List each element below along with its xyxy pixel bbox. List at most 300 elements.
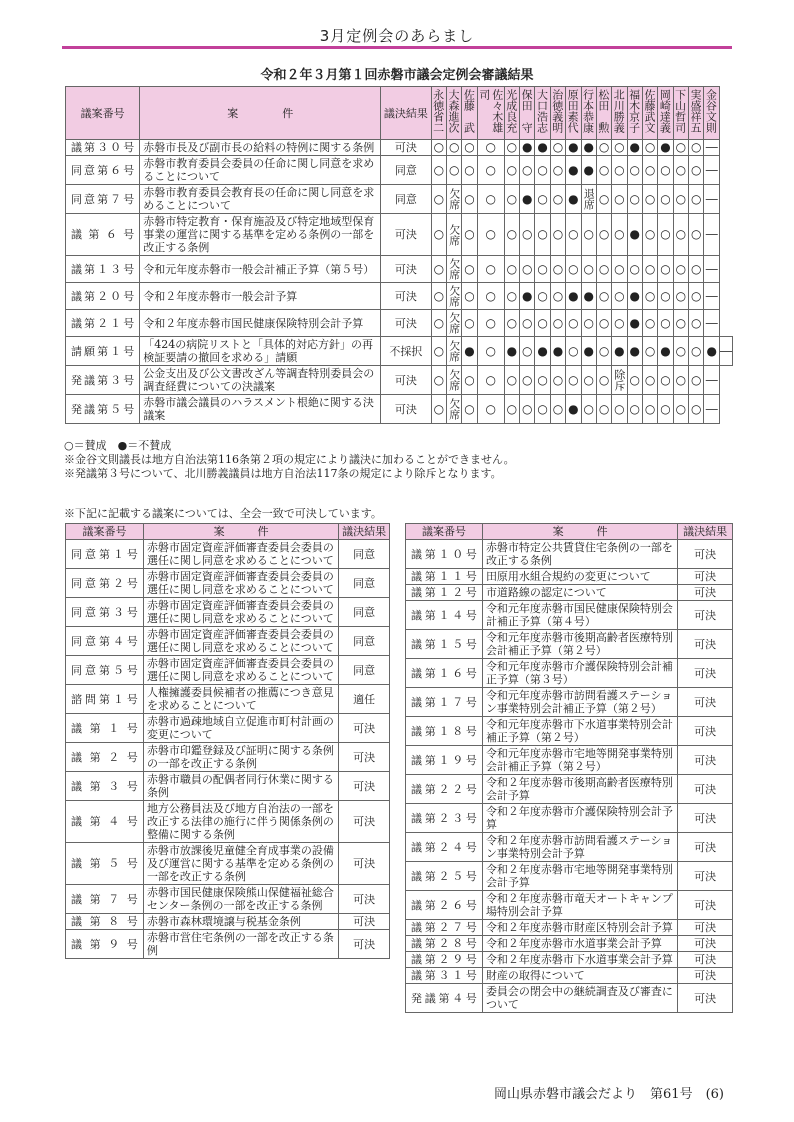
bill-number: 同意第４号	[66, 627, 144, 656]
bill-result: 不採択	[381, 337, 431, 366]
member-header	[566, 87, 581, 140]
vote-mark: ○	[612, 214, 627, 256]
bill-result: 可決	[339, 930, 390, 959]
vote-mark: ○	[673, 214, 688, 256]
vote-mark: ○	[504, 214, 519, 256]
bill-number: 同意第７号	[66, 185, 140, 214]
bill-result: 可決	[339, 914, 390, 930]
vote-mark: ○	[642, 395, 657, 424]
vote-mark: ○	[642, 140, 657, 156]
bill-result: 同意	[339, 598, 390, 627]
bill-title: 赤磐市森林環境譲与税基金条例	[143, 914, 338, 930]
table-row	[406, 659, 733, 688]
bill-title: 令和２年度赤磐市国民健康保険特別会計予算	[140, 310, 381, 337]
bill-number: 議第２１号	[66, 310, 140, 337]
vote-mark: ●	[566, 185, 581, 214]
member-name: 大森進次	[447, 89, 460, 133]
bill-title: 令和２年度赤磐市宅地等開発事業特別会計予算	[482, 862, 677, 891]
bill-number: 同意第３号	[66, 598, 144, 627]
bill-title: 赤磐市固定資産評価審査委員会委員の選任に関し同意を求めることについて	[143, 656, 338, 685]
vote-mark: ○	[431, 310, 446, 337]
bill-title: 赤磐市議会議員のハラスメント根絶に関する決議案	[140, 395, 381, 424]
vote-mark: ○	[581, 214, 596, 256]
member-name: 岡崎達義	[658, 89, 672, 133]
vote-mark: ●	[550, 337, 565, 366]
bill-title: 赤磐市教育委員会委員の任命に関し同意を求めることについて	[140, 156, 381, 185]
vote-mark: ―	[704, 366, 720, 395]
vote-mark: ○	[612, 310, 627, 337]
vote-mark: ○	[627, 256, 642, 283]
vote-mark: ●	[504, 337, 519, 366]
table-row	[406, 569, 733, 585]
bill-title: 令和元年度赤磐市後期高齢者医療特別会計補正予算（第２号）	[482, 630, 677, 659]
vote-mark: ○	[431, 256, 446, 283]
member-name: 実盛祥五	[689, 89, 703, 133]
vote-mark: ○	[642, 337, 657, 366]
bill-number: 議第３号	[66, 772, 144, 801]
bill-result: 可決	[678, 833, 733, 862]
member-header	[520, 87, 535, 140]
vote-mark: ○	[658, 156, 673, 185]
vote-mark: ●	[566, 395, 581, 424]
vote-mark: ●	[462, 337, 477, 366]
vote-mark: ○	[642, 310, 657, 337]
vote-mark: ○	[627, 366, 642, 395]
table-row	[406, 952, 733, 968]
vote-mark: ○	[673, 156, 688, 185]
header-number: 議案番号	[66, 524, 144, 540]
member-name: 保田 守	[520, 89, 534, 133]
bill-number: 発議第３号	[66, 366, 140, 395]
vote-mark: ●	[520, 185, 535, 214]
bill-result: 可決	[678, 920, 733, 936]
member-header	[627, 87, 642, 140]
bill-number: 諮問第１号	[66, 685, 144, 714]
member-header	[612, 87, 627, 140]
vote-mark: ○	[673, 283, 688, 310]
vote-mark: ○	[658, 310, 673, 337]
table-row	[66, 772, 390, 801]
vote-mark: ○	[642, 256, 657, 283]
vote-mark: ○	[431, 140, 446, 156]
member-name: 佐藤 武	[462, 89, 476, 133]
bill-number: 議第４号	[66, 801, 144, 843]
vote-mark: ○	[447, 140, 462, 156]
vote-mark: ―	[705, 140, 718, 154]
bill-number: 議第２６号	[406, 891, 483, 920]
vote-mark: 退席	[581, 185, 596, 214]
table-row	[66, 685, 390, 714]
vote-mark: ○	[431, 214, 446, 256]
vote-mark: ○	[658, 366, 673, 395]
vote-mark: ―	[704, 156, 720, 185]
bill-number: 発議第４号	[406, 984, 483, 1013]
bill-result: 可決	[678, 804, 733, 833]
vote-mark: ●	[520, 283, 535, 310]
bill-result: 可決	[381, 214, 431, 256]
vote-mark: ○	[566, 337, 581, 366]
vote-mark: ○	[462, 283, 477, 310]
vote-mark: ○	[477, 256, 504, 283]
bill-title: 赤磐市固定資産評価審査委員会委員の選任に関し同意を求めることについて	[143, 598, 338, 627]
bill-number: 議第１８号	[406, 717, 483, 746]
bill-number: 議第２３号	[406, 804, 483, 833]
bill-title: 赤磐市職員の配偶者同行休業に関する条例	[143, 772, 338, 801]
vote-mark: ○	[581, 310, 596, 337]
bill-title: 赤磐市放課後児童健全育成事業の設備及び運営に関する基準を定める条例の一部を改正する条例	[143, 843, 338, 885]
bill-result: 同意	[381, 185, 431, 214]
header-rule	[62, 46, 732, 49]
vote-mark: ○	[596, 395, 611, 424]
vote-mark: ○	[462, 256, 477, 283]
vote-mark: ○	[504, 140, 519, 156]
table-row	[66, 156, 733, 185]
table-row	[66, 930, 390, 959]
vote-mark: 欠席	[447, 283, 462, 310]
vote-legend: ○＝賛成 ●＝不賛成	[64, 439, 172, 452]
vote-mark: ○	[642, 214, 657, 256]
vote-mark: ●	[612, 337, 627, 366]
bill-result: 可決	[678, 746, 733, 775]
vote-notes	[64, 439, 515, 481]
vote-mark: ○	[504, 256, 519, 283]
member-name: 下山哲司	[673, 89, 687, 133]
vote-mark: ●	[566, 283, 581, 310]
bill-title: 令和元年度赤磐市訪問看護ステーション事業特別会計補正予算（第２号）	[482, 688, 677, 717]
vote-mark: ○	[658, 283, 673, 310]
header-number: 議案番号	[66, 87, 140, 140]
vote-mark: ○	[658, 395, 673, 424]
member-name: 大口浩志	[535, 89, 549, 133]
bill-number: 議第１５号	[406, 630, 483, 659]
member-name: 佐々木雄司	[477, 89, 504, 133]
bill-number: 請願第１号	[66, 337, 140, 366]
table-row	[406, 746, 733, 775]
bill-result: 可決	[678, 630, 733, 659]
bill-result: 可決	[678, 717, 733, 746]
member-name: 松田 勲	[596, 89, 610, 133]
vote-mark: ○	[431, 366, 446, 395]
bill-number: 議第３１号	[406, 968, 483, 984]
table-row	[66, 337, 733, 366]
bill-number: 議第８号	[66, 914, 144, 930]
member-name: 北川勝義	[612, 89, 626, 133]
vote-mark: ●	[658, 337, 673, 366]
vote-mark: ●	[627, 283, 642, 310]
vote-table-title: 令和２年３月第１回赤磐市議会定例会審議結果	[260, 68, 534, 83]
vote-mark: ○	[520, 156, 535, 185]
bill-result: 可決	[339, 801, 390, 843]
vote-mark: ○	[689, 256, 704, 283]
bill-title: 令和２年度赤磐市後期高齢者医療特別会計予算	[482, 775, 677, 804]
vote-mark: ―	[704, 214, 720, 256]
vote-mark: ○	[627, 395, 642, 424]
header-title: 案 件	[143, 524, 338, 540]
vote-mark: ○	[581, 256, 596, 283]
table-row	[66, 801, 390, 843]
vote-mark: ○	[535, 214, 550, 256]
vote-mark: ○	[477, 395, 504, 424]
vote-mark: 欠席	[447, 366, 462, 395]
vote-mark: ○	[550, 185, 565, 214]
bill-result: 可決	[678, 952, 733, 968]
bill-result: 可決	[678, 862, 733, 891]
vote-mark: ○	[596, 156, 611, 185]
vote-mark: ○	[673, 256, 688, 283]
vote-mark: ○	[535, 395, 550, 424]
vote-mark: ○	[673, 140, 688, 156]
vote-mark: ○	[504, 395, 519, 424]
unanimous-note: ※下記に記載する議案については、全会一致で可決しています。	[64, 507, 382, 520]
bill-result: 可決	[339, 885, 390, 914]
member-header	[462, 87, 477, 140]
vote-mark: ○	[550, 140, 565, 156]
vote-mark: ○	[566, 214, 581, 256]
vote-mark: 欠席	[447, 214, 462, 256]
bill-title: 令和２年度赤磐市財産区特別会計予算	[482, 920, 677, 936]
header-title: 案 件	[482, 524, 677, 540]
vote-mark: ○	[689, 337, 704, 366]
bill-number: 同意第２号	[66, 569, 144, 598]
bill-title: 市道路線の認定について	[482, 585, 677, 601]
table-row	[66, 256, 733, 283]
table-row	[66, 569, 390, 598]
bill-result: 可決	[339, 772, 390, 801]
bill-result: 可決	[678, 540, 733, 569]
vote-mark: ○	[689, 310, 704, 337]
bill-title: 田原用水組合規約の変更について	[482, 569, 677, 585]
table-row	[66, 656, 390, 685]
vote-mark: ●	[627, 310, 642, 337]
bill-result: 可決	[678, 569, 733, 585]
vote-mark: ○	[596, 140, 611, 156]
bill-result: 可決	[381, 310, 431, 337]
vote-mark: ○	[673, 310, 688, 337]
vote-mark: ○	[596, 256, 611, 283]
vote-mark: ●	[627, 214, 642, 256]
bill-number: 議第１７号	[406, 688, 483, 717]
table-row	[66, 885, 390, 914]
vote-mark: ○	[504, 366, 519, 395]
vote-mark: ○	[658, 185, 673, 214]
table-row	[66, 843, 390, 885]
vote-mark: ●	[581, 337, 596, 366]
bill-title: 赤磐市教育委員会教育長の任命に関し同意を求めることについて	[140, 185, 381, 214]
vote-results-table	[65, 86, 733, 424]
member-header	[658, 87, 673, 140]
bill-title: 赤磐市国民健康保険熊山保健福祉総合センター条例の一部を改正する条例	[143, 885, 338, 914]
bill-result: 可決	[339, 714, 390, 743]
bill-result: 可決	[381, 395, 431, 424]
vote-mark: ○	[535, 156, 550, 185]
bill-result: 同意	[339, 569, 390, 598]
bill-result: 可決	[678, 585, 733, 601]
vote-mark: ○	[504, 156, 519, 185]
bill-title: 赤磐市固定資産評価審査委員会委員の選任に関し同意を求めることについて	[143, 569, 338, 598]
vote-mark: ○	[462, 185, 477, 214]
vote-mark: ●	[704, 337, 720, 366]
bill-title: 赤磐市営住宅条例の一部を改正する条例	[143, 930, 338, 959]
vote-mark: ○	[520, 310, 535, 337]
vote-mark: ○	[581, 395, 596, 424]
table-row	[406, 630, 733, 659]
vote-mark: ○	[566, 310, 581, 337]
bill-number: 議第２号	[66, 743, 144, 772]
vote-mark: ○	[673, 366, 688, 395]
vote-mark: ●	[581, 156, 596, 185]
vote-mark: ○	[550, 283, 565, 310]
table-row	[406, 968, 733, 984]
vote-mark: ○	[612, 395, 627, 424]
bill-number: 議第２８号	[406, 936, 483, 952]
table-row	[406, 540, 733, 569]
vote-mark: ○	[462, 156, 477, 185]
vote-mark: 欠席	[447, 337, 462, 366]
bill-result: 可決	[678, 984, 733, 1013]
member-name: 光成良充	[504, 89, 518, 133]
table-row	[406, 688, 733, 717]
bill-number: 議第１６号	[406, 659, 483, 688]
vote-mark: ○	[477, 366, 504, 395]
table-row	[66, 714, 390, 743]
table-row	[66, 598, 390, 627]
table-row	[66, 395, 733, 424]
table-row	[406, 920, 733, 936]
vote-note-2: ※発議第３号について、北川勝義議員は地方自治法117条の規定により除斥となります。	[64, 467, 502, 480]
vote-mark: ○	[535, 185, 550, 214]
table-row	[66, 140, 733, 156]
member-header	[431, 87, 446, 140]
member-header	[596, 87, 611, 140]
bill-result: 可決	[678, 688, 733, 717]
vote-mark: ○	[627, 156, 642, 185]
bill-result: 同意	[339, 627, 390, 656]
bill-result: 可決	[678, 775, 733, 804]
vote-mark: ○	[596, 185, 611, 214]
vote-mark: ○	[504, 283, 519, 310]
vote-mark: ○	[689, 185, 704, 214]
vote-mark: ○	[462, 395, 477, 424]
vote-mark: ○	[612, 256, 627, 283]
bill-result: 可決	[339, 743, 390, 772]
bill-result: 可決	[678, 891, 733, 920]
vote-mark: ○	[477, 140, 504, 156]
table-row	[406, 775, 733, 804]
bill-number: 議第２９号	[406, 952, 483, 968]
vote-mark: ●	[581, 283, 596, 310]
bill-result: 可決	[678, 936, 733, 952]
vote-mark: ○	[689, 395, 704, 424]
table-row	[66, 627, 390, 656]
vote-mark: ●	[627, 140, 642, 156]
vote-mark: ○	[612, 185, 627, 214]
bill-number: 議第１１号	[406, 569, 483, 585]
bill-number: 議第１２号	[406, 585, 483, 601]
vote-mark: ○	[612, 140, 627, 156]
vote-mark: 欠席	[447, 395, 462, 424]
vote-mark: ○	[673, 337, 688, 366]
vote-mark: ○	[431, 283, 446, 310]
table-row	[66, 310, 733, 337]
member-name: 行本恭康	[581, 89, 595, 133]
bill-number: 同意第６号	[66, 156, 140, 185]
bill-number: 議第９号	[66, 930, 144, 959]
bill-title: 赤磐市固定資産評価審査委員会委員の選任に関し同意を求めることについて	[143, 540, 338, 569]
vote-mark: 欠席	[447, 256, 462, 283]
table-row	[66, 743, 390, 772]
bill-result: 可決	[381, 140, 431, 156]
table-row	[66, 366, 733, 395]
bill-number: 議第２４号	[406, 833, 483, 862]
member-header	[581, 87, 596, 140]
vote-mark: ○	[689, 156, 704, 185]
vote-mark: ○	[462, 140, 477, 156]
vote-mark: ○	[581, 366, 596, 395]
unanimous-table-right	[405, 523, 733, 1013]
vote-mark: ○	[431, 337, 446, 366]
vote-mark: ○	[596, 310, 611, 337]
vote-mark: ○	[612, 156, 627, 185]
bill-title: 令和元年度赤磐市介護保険特別会計補正予算（第３号）	[482, 659, 677, 688]
bill-title: 赤磐市過疎地域自立促進市町村計画の変更について	[143, 714, 338, 743]
vote-mark: ○	[689, 214, 704, 256]
vote-mark: ○	[477, 310, 504, 337]
bill-title: 赤磐市印鑑登録及び証明に関する条例の一部を改正する条例	[143, 743, 338, 772]
bill-number: 議第５号	[66, 843, 144, 885]
vote-mark: ○	[550, 156, 565, 185]
page-header: 3月定例会のあらまし	[319, 27, 475, 45]
bill-number: 議第３０号	[66, 140, 140, 156]
bill-number: 議第２２号	[406, 775, 483, 804]
bill-result: 可決	[678, 659, 733, 688]
bill-title: 令和２年度赤磐市下水道事業会計予算	[482, 952, 677, 968]
vote-mark: ○	[520, 337, 535, 366]
vote-mark: ○	[462, 214, 477, 256]
table-row	[66, 914, 390, 930]
vote-mark: ○	[431, 156, 446, 185]
bill-number: 同意第１号	[66, 540, 144, 569]
header-result: 議決結果	[339, 524, 390, 540]
bill-number: 議第２７号	[406, 920, 483, 936]
table-row	[406, 891, 733, 920]
header-number: 議案番号	[406, 524, 483, 540]
bill-number: 発議第５号	[66, 395, 140, 424]
vote-mark: ―	[704, 283, 720, 310]
vote-mark: ○	[673, 395, 688, 424]
vote-mark: ○	[447, 156, 462, 185]
vote-mark: ○	[627, 185, 642, 214]
vote-mark: ○	[596, 283, 611, 310]
vote-mark: ●	[566, 156, 581, 185]
member-name: 原田素代	[566, 89, 580, 133]
vote-mark: ○	[520, 256, 535, 283]
vote-mark: ●	[627, 337, 642, 366]
vote-mark: ○	[477, 185, 504, 214]
member-header	[673, 87, 688, 140]
member-header	[689, 87, 704, 140]
bill-title: 令和２年度赤磐市水道事業会計予算	[482, 936, 677, 952]
vote-mark: ―	[704, 395, 720, 424]
vote-mark: ○	[566, 366, 581, 395]
vote-mark: ○	[642, 185, 657, 214]
vote-mark: 欠席	[447, 185, 462, 214]
vote-mark: ○	[596, 214, 611, 256]
table-row	[66, 540, 390, 569]
bill-number: 同意第５号	[66, 656, 144, 685]
member-header	[535, 87, 550, 140]
member-header	[642, 87, 657, 140]
vote-mark: ●	[535, 140, 550, 156]
